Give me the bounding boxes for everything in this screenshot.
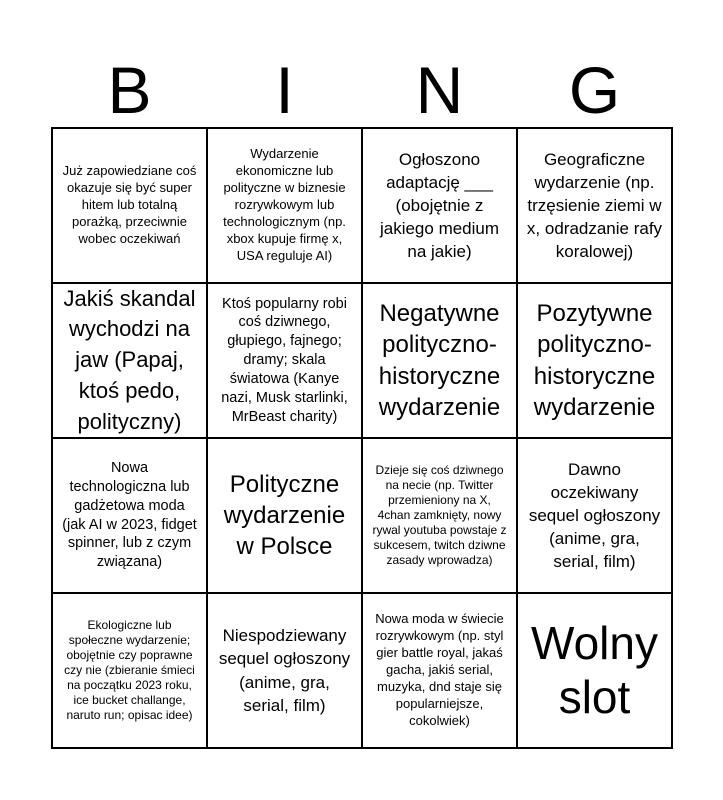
bingo-header	[52, 52, 672, 128]
bingo-cell[interactable]: Polityczne wydarzenie w Polsce	[208, 439, 363, 594]
header-letter-n: N	[415, 53, 464, 127]
bingo-cell[interactable]: Już zapowiedziane coś okazuje się być super hitem lub totalną porażką, przeciwnie wobec oczekiwań	[53, 129, 208, 284]
bingo-cell[interactable]: Negatywne polityczno-historyczne wydarzenie	[363, 284, 518, 439]
bingo-cell[interactable]: Dzieje się coś dziwnego na necie (np. Twitter przemieniony na X, 4chan zamknięty, nowy rywal youtuba powstaje z sukcesem, twitch dziwne zasady wprowadza)	[363, 439, 518, 594]
bingo-cell[interactable]: Wydarzenie ekonomiczne lub polityczne w biznesie rozrywkowym lub technologicznym (np. xbox kupuje firmę x, USA reguluje AI)	[208, 129, 363, 284]
header-letter-i: I	[275, 53, 294, 127]
bingo-cell[interactable]: Geograficzne wydarzenie (np. trzęsienie ziemi w x, odradzanie rafy koralowej)	[518, 129, 673, 284]
bingo-grid	[51, 127, 673, 749]
bingo-cell[interactable]: Dawno oczekiwany sequel ogłoszony (anime, gra, serial, film)	[518, 439, 673, 594]
bingo-cell[interactable]: Nowa technologiczna lub gadżetowa moda (jak AI w 2023, fidget spinner, lub z czym związana)	[53, 439, 208, 594]
header-letter-g: G	[568, 53, 621, 127]
bingo-cell[interactable]: Ogłoszono adaptację ___ (obojętnie z jakiego medium na jakie)	[363, 129, 518, 284]
free-space-cell[interactable]: Wolny slot	[518, 594, 673, 749]
bingo-cell[interactable]: Ekologiczne lub społeczne wydarzenie; obojętnie czy poprawne czy nie (zbieranie śmieci na początku 2023 roku, ice bucket challange, naruto run; opisac idee)	[53, 594, 208, 749]
bingo-cell[interactable]: Pozytywne polityczno-historyczne wydarzenie	[518, 284, 673, 439]
bingo-cell[interactable]: Niespodziewany sequel ogłoszony (anime, gra, serial, film)	[208, 594, 363, 749]
header-letter-b: B	[107, 53, 152, 127]
bingo-cell[interactable]: Ktoś popularny robi coś dziwnego, głupiego, fajnego; dramy; skala światowa (Kanye nazi, Musk starlinki, MrBeast charity)	[208, 284, 363, 439]
bingo-cell[interactable]: Jakiś skandal wychodzi na jaw (Papaj, ktoś pedo, polityczny)	[53, 284, 208, 439]
bingo-cell[interactable]: Nowa moda w świecie rozrywkowym (np. styl gier battle royal, jakaś gacha, jakiś serial, muzyka, dnd staje się popularniejsze, cokolwiek)	[363, 594, 518, 749]
